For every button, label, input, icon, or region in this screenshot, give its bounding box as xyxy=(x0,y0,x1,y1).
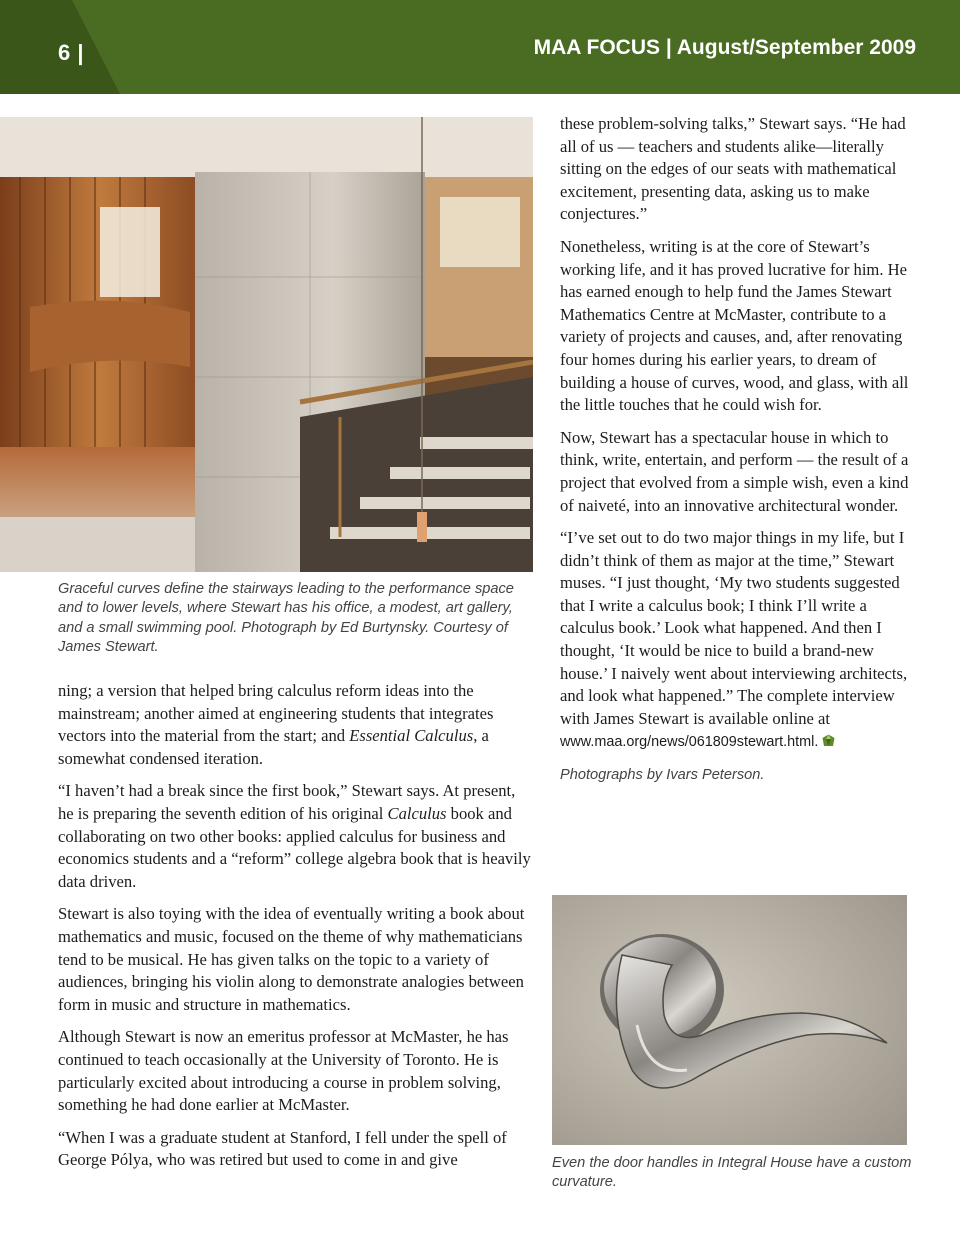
publication-title: MAA FOCUS | August/September 2009 xyxy=(533,36,916,59)
right-column xyxy=(560,113,920,797)
interview-url-link[interactable]: www.maa.org/news/061809stewart.html xyxy=(560,734,815,751)
green-gem-icon xyxy=(822,734,835,747)
left-paragraph-2 xyxy=(58,780,532,893)
door-handle-photo xyxy=(552,895,907,1145)
book-title-essential-calculus: Essential Calculus xyxy=(349,726,474,746)
url-period: . xyxy=(814,734,819,751)
left-p1-text-b: , a somewhat condensed iteration. xyxy=(58,726,489,768)
left-paragraph-4: Although Stewart is now an emeritus professor at McMaster, he has continued to teach occasionally at the University of Toronto. He is particularly excited about introducing a course in problem solving, something he had done earlier at McMaster. xyxy=(58,1027,509,1115)
staircase-photo xyxy=(0,117,533,572)
book-title-calculus: Calculus xyxy=(387,803,447,823)
page-number: 6 | xyxy=(58,40,85,65)
right-paragraph-4 xyxy=(560,527,920,754)
left-p2-text-a: “I haven’t had a break since the first book,” Stewart says. At present, he is preparing the seventh edition of his original xyxy=(58,781,516,823)
left-column xyxy=(58,680,532,1182)
staircase-photo-caption: Graceful curves define the stairways leading to the performance space and to lower levels, where Stewart has his office, a modest, art gallery, and a small swimming pool. Photograph by Ed Burtynsky. Courtesy of James Stewart. xyxy=(58,581,514,656)
left-paragraph-3: Stewart is also toying with the idea of eventually writing a book about mathematics and music, focused on the theme of why mathematicians tend to be musical. He has given talks on the topic to a variety of audiences, bringing his violin along to demonstrate analogies between form in music and structure in mathematics. xyxy=(58,904,525,1014)
page-header xyxy=(0,0,960,94)
left-p2-text-b: book and collaborating on two other books: applied calculus for business and economics students and a “reform” college algebra book that is heavily data driven. xyxy=(58,803,531,891)
right-p4-text: “I’ve set out to do two major things in my life, but I didn’t think of them as major at the time,” Stewart muses. “I just thought, ‘My two students suggested that I write a calculus book; I think I’ll write a calculus book.’ Look what happened. And then I thought, ‘It would be nice to build a brand-new house.’ I naively went about interviewing architects, and look what happened.” The complete interview with James Stewart is available online at xyxy=(560,528,908,728)
right-paragraph-3: Now, Stewart has a spectacular house in which to think, write, entertain, and perform — the result of a project that evolved from a simple wish, even a kind of naiveté, into an innovative architectural wonder. xyxy=(560,427,909,515)
door-handle-photo-caption: Even the door handles in Integral House have a custom curvature. xyxy=(552,1155,912,1191)
photo-credit: Photographs by Ivars Peterson. xyxy=(560,767,765,784)
right-paragraph-1: these problem-solving talks,” Stewart says. “He had all of us — teachers and students alike—literally sitting on the edges of our seats with mathematical excitement, presenting data, asking us to make conjectures.” xyxy=(560,114,906,224)
left-p1-text-a: ning; a version that helped bring calculus reform ideas into the mainstream; another aimed at engineering students that integrates vectors into the material from the start; and xyxy=(58,681,494,746)
left-paragraph-5: “When I was a graduate student at Stanford, I fell under the spell of George Pólya, who was retired but used to come in and give xyxy=(58,1127,507,1170)
right-paragraph-2: Nonetheless, writing is at the core of Stewart’s working life, and it has proved lucrative for him. He has earned enough to help fund the James Stewart Mathematics Centre at McMaster, contribute to a variety of projects and causes, and, after renovating four homes during his earlier years, to dream of building a house of curves, wood, and glass, with all the little touches that he could wish for. xyxy=(560,236,909,415)
left-paragraph-1 xyxy=(58,680,532,770)
